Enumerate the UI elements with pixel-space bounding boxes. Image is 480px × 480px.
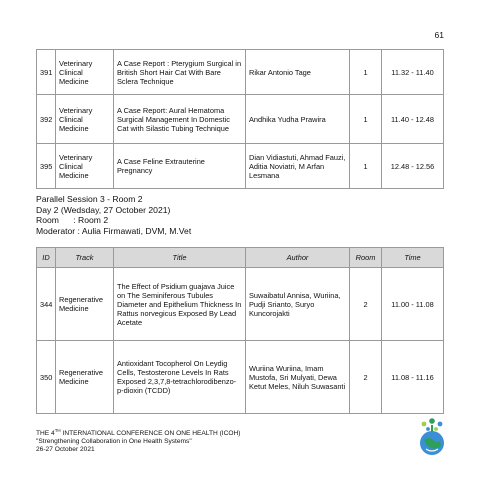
author-cell: Wuriina Wuriina, Imam Mustofa, Sri Mulyati, Dewa Ketut Meles, Niluh Suwasanti bbox=[246, 341, 350, 414]
time-cell: 12.48 - 12.56 bbox=[382, 144, 444, 189]
title-cell: Antioxidant Tocopherol On Leydig Cells, Testosterone Levels In Rats Exposed 2,3,7,8-tetrachlorodibenzo-p-dioxin (TCDD) bbox=[114, 341, 246, 414]
table-row bbox=[37, 144, 444, 189]
id-cell: 391 bbox=[37, 50, 56, 95]
time-cell: 11.00 - 11.08 bbox=[382, 268, 444, 341]
conference-title-superscript: TH bbox=[54, 427, 61, 433]
author-cell: Rikar Antonio Tage bbox=[246, 50, 350, 95]
author-cell: Suwaibatul Annisa, Wuriina, Pudji Srianto, Suryo Kuncorojakti bbox=[246, 268, 350, 341]
time-cell: 11.08 - 11.16 bbox=[382, 341, 444, 414]
time-cell: 11.40 - 12.48 bbox=[382, 95, 444, 144]
header-room: Room bbox=[350, 248, 382, 268]
room-cell: 1 bbox=[350, 95, 382, 144]
header-time: Time bbox=[382, 248, 444, 268]
title-cell: A Case Feline Extrauterine Pregnancy bbox=[114, 144, 246, 189]
track-cell: Regenerative Medicine bbox=[56, 341, 114, 414]
room-cell: 2 bbox=[350, 268, 382, 341]
conference-title bbox=[36, 427, 241, 438]
room-cell: 1 bbox=[350, 50, 382, 95]
id-cell: 344 bbox=[37, 268, 56, 341]
conference-dates: 26-27 October 2021 bbox=[36, 446, 95, 453]
room-cell: 2 bbox=[350, 341, 382, 414]
id-cell: 350 bbox=[37, 341, 56, 414]
session-title: Parallel Session 3 - Room 2 bbox=[36, 194, 143, 204]
session-room: Room : Room 2 bbox=[36, 215, 109, 225]
table-row bbox=[37, 341, 444, 414]
title-cell: A Case Report : Pterygium Surgical in British Short Hair Cat With Bare Sclera Technique bbox=[114, 50, 246, 95]
footer bbox=[36, 427, 241, 454]
header-title: Title bbox=[114, 248, 246, 268]
table-row bbox=[37, 95, 444, 144]
header-author: Author bbox=[246, 248, 350, 268]
header-id: ID bbox=[37, 248, 56, 268]
schedule-table-previous bbox=[36, 49, 444, 189]
page-number: 61 bbox=[434, 30, 444, 40]
room-cell: 1 bbox=[350, 144, 382, 189]
session-day: Day 2 (Wedsday, 27 October 2021) bbox=[36, 204, 171, 215]
icoh-globe-logo-icon bbox=[414, 416, 450, 458]
session-moderator: Moderator : Aulia Firmawati, DVM, M.Vet bbox=[36, 225, 192, 236]
conference-tagline: "Strengthening Collaboration in One Health Systems" bbox=[36, 438, 192, 445]
id-cell: 392 bbox=[37, 95, 56, 144]
track-cell: Regenerative Medicine bbox=[56, 268, 114, 341]
table-header-row bbox=[37, 248, 444, 268]
schedule-table-session-3 bbox=[36, 247, 444, 414]
conference-title-suffix: INTERNATIONAL CONFERENCE ON ONE HEALTH (ICOH) bbox=[60, 430, 241, 437]
session-info bbox=[36, 194, 191, 236]
time-cell: 11.32 - 11.40 bbox=[382, 50, 444, 95]
track-cell: Veterinary Clinical Medicine bbox=[56, 95, 114, 144]
track-cell: Veterinary Clinical Medicine bbox=[56, 50, 114, 95]
track-cell: Veterinary Clinical Medicine bbox=[56, 144, 114, 189]
author-cell: Andhika Yudha Prawira bbox=[246, 95, 350, 144]
table-row bbox=[37, 268, 444, 341]
id-cell: 395 bbox=[37, 144, 56, 189]
conference-title-prefix: THE 4 bbox=[36, 430, 55, 437]
title-cell: A Case Report: Aural Hematoma Surgical Management In Domestic Cat with Silastic Tubing Technique bbox=[114, 95, 246, 144]
header-track: Track bbox=[56, 248, 114, 268]
table-row bbox=[37, 50, 444, 95]
title-cell: The Effect of Psidium guajava Juice on The Seminiferous Tubules Diameter and Epithelium Thickness In Rattus norvegicus Exposed By Lead Acetate bbox=[114, 268, 246, 341]
author-cell: Dian Vidiastuti, Ahmad Fauzi, Aditia Noviatri, M Arfan Lesmana bbox=[246, 144, 350, 189]
